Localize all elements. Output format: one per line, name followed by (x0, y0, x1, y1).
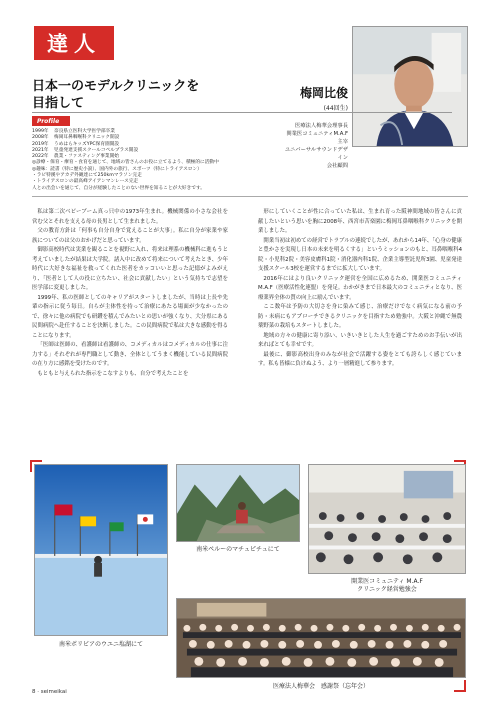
affiliation-line: 医療法人梅華会理事長 (295, 123, 348, 129)
page-footer: 8 · seimeikai (32, 689, 67, 695)
history-row: 2019年 うめはらキッズYPC保育園開設 (32, 141, 120, 147)
party-caption: 医療法人梅華会 感謝祭（忘年会） (272, 683, 369, 690)
profile-line: ◎診療・保育・療育・食育を通じて、地域の皆さんのお役に立てるよう、積極的に活動中 (32, 160, 219, 166)
section-divider (32, 196, 468, 197)
paragraph: 地域の方々の健康に寄り添い、いきいきとした人生を過ごすためのお手伝いが出来ればとても幸せです。 (258, 332, 462, 348)
thank-you-party-photo (176, 598, 466, 678)
profile-history (32, 129, 284, 192)
affiliation-line: ユニバーサルサウンドデザイン (284, 147, 348, 161)
paragraph: 父の教育方針は「何事も自分自身で覚えることが大事」。私に自分が家業や家族についてのは父のおかげだと思っています。 (32, 228, 228, 244)
peru-photo (176, 464, 300, 542)
maf-caption (308, 578, 466, 594)
history-row: 2021年 児童発達支援スクールコペルプラス開設 (32, 147, 139, 153)
maf-caption-line-2: クリニック経営勉強会 (357, 586, 417, 593)
body-column-right (258, 208, 462, 370)
paragraph: ここ数年は予防の大切さを身に染みて感じ、治療だけでなく病気になる前の予防・未病にもアプローチできるクリニックを目指すため勉強中。大阪と沖縄で無農薬野菜の栽培もスタートしました。 (258, 304, 462, 329)
body-column-left (32, 208, 228, 379)
affiliation-line: 会社顧問 (326, 163, 348, 169)
profile-line: ・ラピ特漢やアカデ外観達にて250kmマラソン完走 (32, 173, 142, 179)
portrait-photo (352, 26, 468, 147)
article-title (32, 78, 252, 112)
section-tag: 達人 (34, 26, 114, 60)
affiliation-line: 関業医コミュニティM.A.F主宰 (286, 131, 348, 145)
maf-seminar-photo (308, 464, 466, 574)
history-row: 2008年 梅岡耳鼻咽喉科クリニック開設 (32, 135, 120, 141)
paragraph: 私は第二次ベビーブーム真っ只中の1973年生まれ。機械関係の小さな会社を営む父とそれを支える母の長男として生まれました。 (32, 209, 228, 225)
person-info (282, 84, 348, 170)
maf-caption-line-1: 開業医コミュニティ M.A.F (351, 578, 423, 585)
paragraph: 1999年、私の医師としてのキャリアがスタートしましたが、当時は上長や先輩の指示に従う毎日。自らが主体性を持って治療にあたる場面が少なかったので、徐々に他の病院でも研鑽を積んでみたいとの思いが強くなり、大分県にある民間病院へ赴任することを決断しました。この民間病院で私は大きな感動を得ることになります。 (32, 294, 228, 339)
person-affiliations (282, 122, 348, 170)
paragraph: 開業当初は初めての経営でトラブルの連続でしたが、あれから14年、「心身の健康と豊かさを実現し日本の未来を明るくする」というミッションのもと、耳鼻咽喉科4院・小児科2院・美容皮膚科1院・消化器内科1院、企業主導型託児所3園、児童発達支援スクール3校を運営するまでに拡大しています。 (258, 237, 462, 272)
paragraph: もともと与えられた指示をこなすよりも、自分で考えたことを (37, 370, 189, 377)
history-row: 2022年 農業・ファスティング事業開始 (32, 154, 119, 160)
corner-bracket (454, 680, 466, 692)
peru-caption: 南米ペルーのマチュピチュにて (196, 546, 280, 553)
profile-line: ◎趣味：読書（特に歴史小説）、国内外の旅行、スポーツ（特にトライアスロン） (32, 166, 202, 172)
profile-line: ・トライアスロンの最高峰アイアンマンレース完走 (32, 179, 139, 185)
bolivia-caption: 南米ボリビアのウユニ塩湖にて (58, 641, 143, 648)
title-line-1: 日本一のモデルクリニックを (32, 79, 200, 94)
history-row: 1999年 奈良県立医科大学医学部卒業 (32, 129, 115, 134)
title-line-2: 目指して (32, 96, 85, 111)
person-name: 梅岡比俊 (299, 86, 348, 100)
person-class-year: (44回生) (323, 105, 348, 112)
paragraph: 形にしていくことが性に合っていた私は、生まれ育った阪神間地域の皆さんに貢献したいという思いを胸に2008年、西宮市苦楽園に梅岡耳鼻咽喉科クリニックを開業しました。 (258, 209, 462, 234)
paragraph: 御影高校時代は実業を観ることを視野に入れ、将来は理系の機械科に進もうと考えていましたが結果は大学院。諸入中に改めて将来について考えたとき、少年時代に大好きな福祉を救ってくれた医者をカッコいいと思った記憶がよみがえり、「医者として人の役に立ちたい、社会に貢献したい」という気持ちで志望を医学部に変更しました。 (32, 247, 228, 291)
bolivia-photo (34, 464, 168, 636)
paragraph: 最後に、御影高校出身のみなが社会で活躍する姿をとても誇らしく感じています。私も皆様に負けぬよう、より一層精進して参ります。 (258, 351, 462, 367)
title-divider (32, 112, 452, 113)
paragraph: 2016年にはより良いクリニック運営を全国に広めるため、開業医コミュニティM.A.F（医療活性化連盟）を発足。わかがきまで日本最大のコミュニティとなり、医療業界全体の質の向上に励んでいます。 (258, 275, 462, 301)
paragraph: 「医師は医師の、看護師は看護師の、コメディカルはコメディカルの仕事に注力する」それぞれが専門職として動き、全体としてうまく機能している民間病院の在り方に感銘を受けたのです。 (32, 342, 228, 367)
profile-label: Profile (32, 116, 70, 126)
profile-line: 人との出会いを通じて、自分が経験したことのない世界を知ることが大好きです。 (32, 185, 205, 191)
